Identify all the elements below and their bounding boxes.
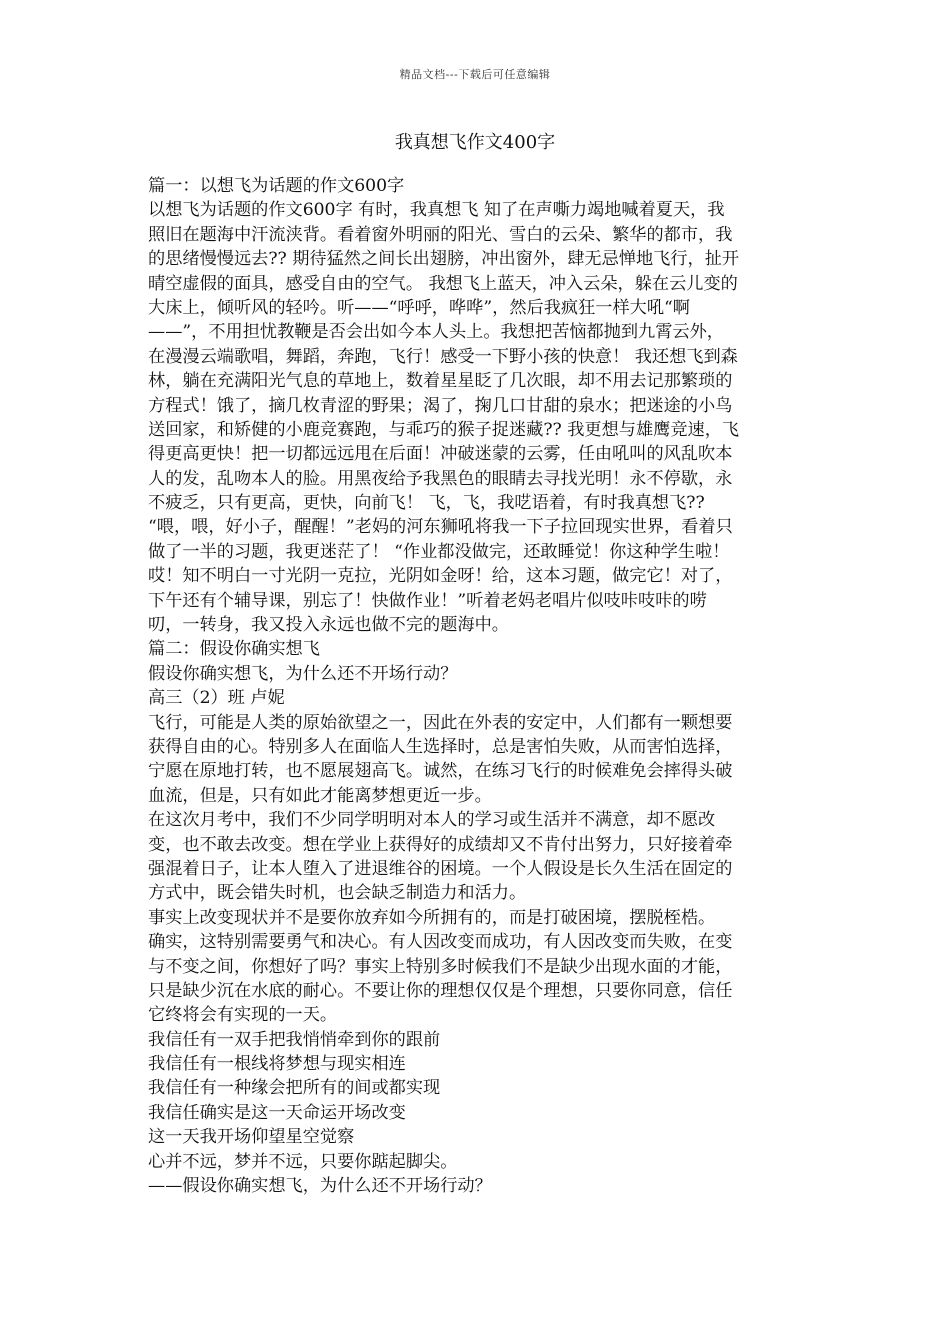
text-line: 不疲乏，只有更高，更快，向前飞！ 飞，飞，我呓语着，有时我真想飞?? — [148, 493, 705, 514]
text-line: 方程式！饿了，摘几枚青涩的野果；渴了，掬几口甘甜的泉水；把迷途的小鸟 — [148, 395, 733, 416]
text-line: 获得自由的心。特别多人在面临人生选择时，总是害怕失败，从而害怕选择， — [148, 736, 733, 757]
text-line: ——”，不用担忧教鞭是否会出如今本人头上。我想把苦恼都抛到九霄云外， — [148, 322, 724, 343]
text-line: 照旧在题海中汗流浃背。看着窗外明丽的阳光、雪白的云朵、繁华的都市，我 — [148, 224, 733, 245]
text-line: 在这次月考中，我们不少同学明明对本人的学习或生活并不满意，却不愿改 — [148, 810, 716, 831]
text-line: 我信任有一种缘会把所有的间或都实现 — [148, 1078, 441, 1099]
text-line: 晴空虚假的面具，感受自由的空气。 我想飞上蓝天，冲入云朵，躲在云儿变的 — [148, 273, 738, 294]
text-line: 篇二：假设你确实想飞 — [148, 639, 320, 660]
text-line: 与不变之间，你想好了吗？事实上特别多时候我们不是缺少出现水面的才能， — [148, 956, 733, 977]
text-line: 事实上改变现状并不是要你放弃如今所拥有的，而是打破困境，摆脱桎梏。 — [148, 907, 716, 928]
text-line: 我信任有一根线将梦想与现实相连 — [148, 1054, 406, 1075]
text-line: 变，也不敢去改变。想在学业上获得好的成绩却又不肯付出努力，只好接着牵 — [148, 834, 733, 855]
text-line: 下午还有个辅导课，别忘了！快做作业！”听着老妈老唱片似吱咔吱咔的唠 — [148, 590, 707, 611]
document-body — [148, 174, 813, 1198]
text-line: 强混着日子，让本人堕入了进退维谷的困境。一个人假设是长久生活在固定的 — [148, 858, 733, 879]
text-line: 大床上，倾听风的轻吟。听——“呼呼，哗哗”，然后我疯狂一样大吼“啊 — [148, 297, 690, 318]
header-note: 精品文档---下载后可任意编辑 — [399, 68, 551, 81]
text-line: 只是缺少沉在水底的耐心。不要让你的理想仅仅是个理想，只要你同意，信任 — [148, 980, 733, 1001]
text-line: 飞行，可能是人类的原始欲望之一，因此在外表的安定中，人们都有一颗想要 — [148, 712, 733, 733]
text-line: 心并不远，梦并不远，只要你踮起脚尖。 — [148, 1151, 458, 1172]
text-line: 在漫漫云端歌唱，舞蹈，奔跑，飞行！感受一下野小孩的快意！ 我还想飞到森 — [148, 346, 738, 367]
text-line: 宁愿在原地打转，也不愿展翅高飞。诚然，在练习飞行的时候难免会摔得头破 — [148, 761, 733, 782]
text-line: 林，躺在充满阳光气息的草地上，数着星星眨了几次眼，却不用去记那繁琐的 — [148, 371, 733, 392]
document-title: 我真想飞作文400字 — [394, 132, 556, 153]
text-line: 人的发，乱吻本人的脸。用黑夜给予我黑色的眼睛去寻找光明！永不停歇，永 — [148, 468, 733, 489]
text-line: 得更高更快！把一切都远远甩在后面！冲破迷蒙的云雾，任由吼叫的风乱吹本 — [148, 444, 733, 465]
text-line: 它终将会有实现的一天。 — [148, 1005, 338, 1026]
text-line: 篇一：以想飞为话题的作文600字 — [148, 176, 405, 196]
text-line: 做了一半的习题，我更迷茫了！ “作业都没做完，还敢睡觉！你这种学生啦！ — [148, 541, 730, 562]
text-line: 送回家，和矫健的小鹿竞赛跑，与乖巧的猴子捉迷藏?? 我更想与雄鹰竞速，飞 — [148, 419, 740, 440]
text-line: 以想飞为话题的作文600字 有时，我真想飞 知了在声嘶力竭地喊着夏天，我 — [148, 200, 725, 221]
text-line: 高三（2）班 卢妮 — [148, 688, 285, 709]
text-line: 这一天我开场仰望星空觉察 — [148, 1127, 355, 1148]
text-line: 方式中，既会错失时机，也会缺乏制造力和活力。 — [148, 883, 527, 904]
text-line: 确实，这特别需要勇气和决心。有人因改变而成功，有人因改变而失败，在变 — [148, 932, 733, 953]
text-line: 叨，一转身，我又投入永远也做不完的题海中。 — [148, 615, 509, 636]
text-line: 哎！知不明白一寸光阴一克拉，光阴如金呀！给，这本习题，做完它！对了， — [148, 566, 733, 587]
text-line: 假设你确实想飞，为什么还不开场行动？ — [148, 663, 458, 684]
text-line: “喂，喂，好小子，醒醒！”老妈的河东狮吼将我一下子拉回现实世界，看着只 — [148, 517, 733, 538]
text-line: ——假设你确实想飞，为什么还不开场行动？ — [148, 1176, 492, 1197]
text-line: 血流，但是，只有如此才能离梦想更近一步。 — [148, 785, 492, 806]
text-line: 我信任确实是这一天命运开场改变 — [148, 1102, 406, 1123]
text-line: 的思绪慢慢远去?? 期待猛然之间长出翅膀，冲出窗外，肆无忌惮地飞行，扯开 — [148, 249, 740, 270]
text-line: 我信任有一双手把我悄悄牵到你的跟前 — [148, 1029, 441, 1050]
